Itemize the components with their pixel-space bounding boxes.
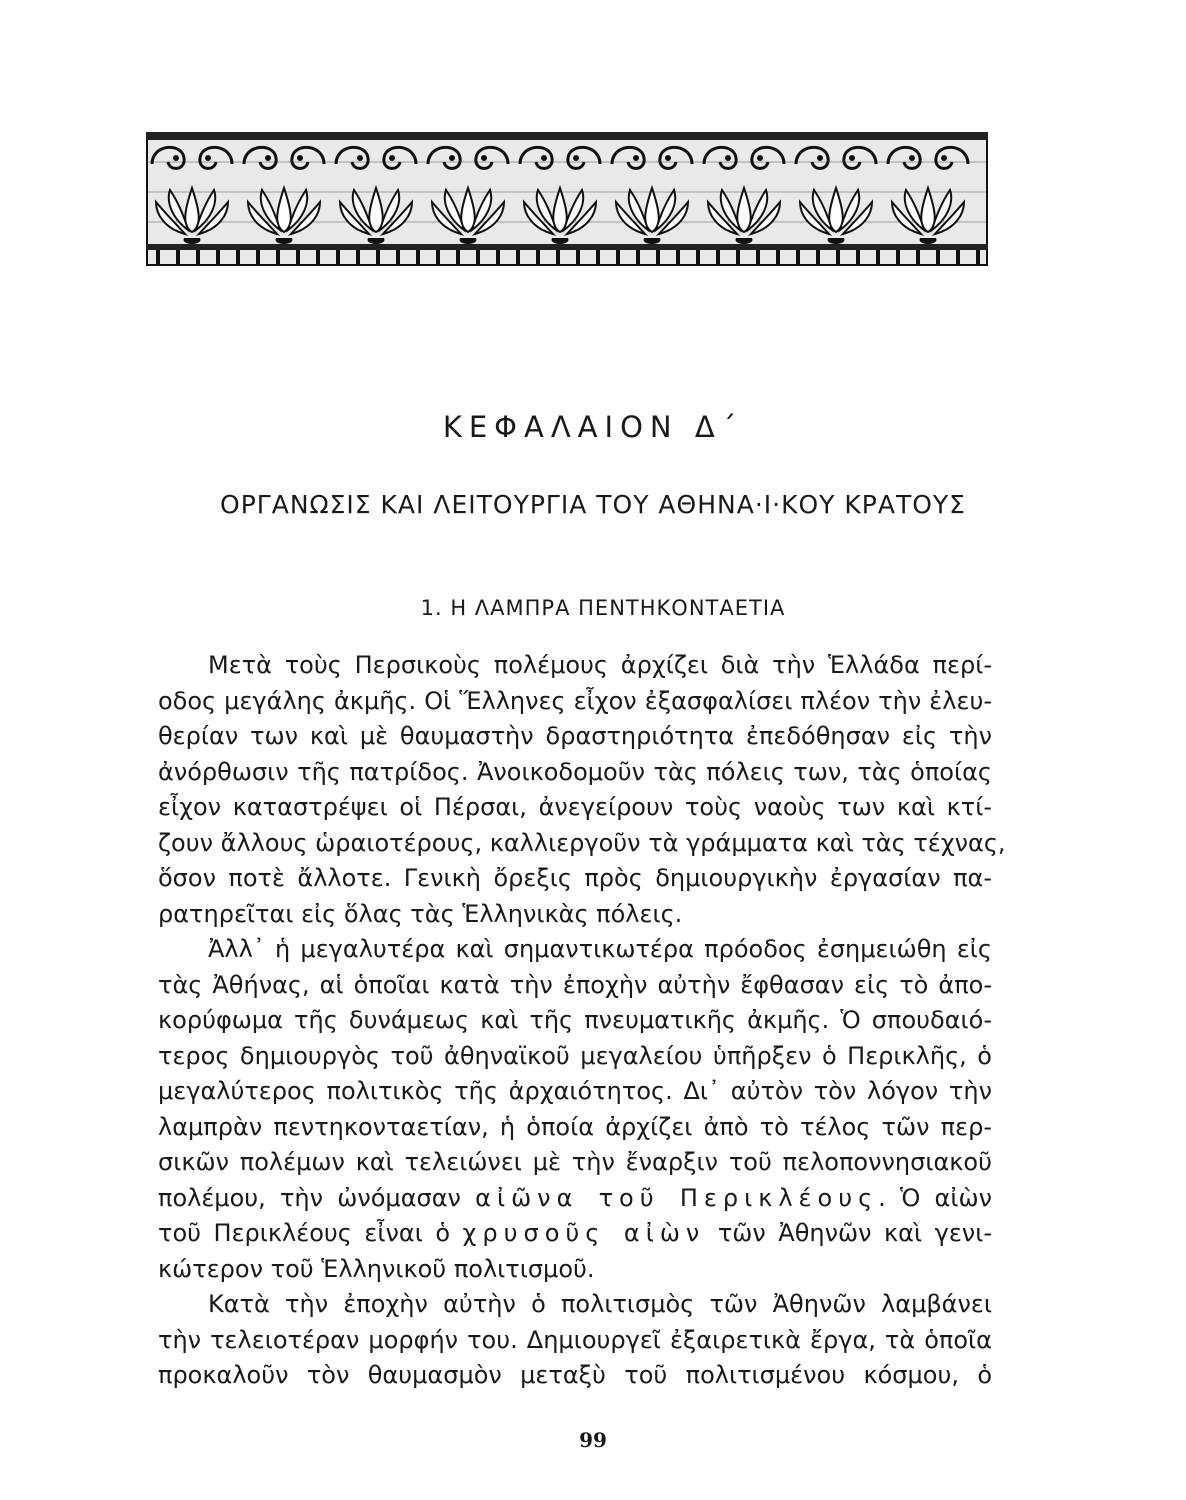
text-line: κορύφωμα τῆς δυνάμεως καὶ τῆς πνευματικῆς ἀκμῆς. Ὁ σπουδαιό- (158, 1006, 992, 1034)
text-run: τοῦ Περικλέους εἶναι ὁ (158, 1219, 463, 1247)
text-line: θερίαν των καὶ μὲ θαυμαστὴν δραστηριότητα ἐπεδόθησαν εἰς τὴν (158, 722, 992, 750)
ornamental-frieze (146, 132, 988, 266)
paragraph-1 (158, 648, 1006, 932)
text-line: κώτερον τοῦ Ἑλληνικοῦ πολιτισμοῦ. (158, 1254, 595, 1283)
text-line: ὅσον ποτὲ ἄλλοτε. Γενικὴ ὄρεξις πρὸς δημιουργικὴν ἐργασίαν πα- (158, 864, 992, 892)
text-line: Ἀλλ᾽ ἡ μεγαλυτέρα καὶ σημαντικωτέρα πρόοδος ἐσημειώθη εἰς (208, 935, 992, 963)
paragraph-3 (158, 1287, 992, 1394)
text-line: τὴν τελειοτέραν μορφήν του. Δημιουργεῖ ἐξαιρετικὰ ἔργα, τὰ ὁποῖα (158, 1325, 992, 1354)
spaced-emphasis: αἰῶνα τοῦ Περικλέους (475, 1183, 879, 1212)
text-line: λαμπρὰν πεντηκονταετίαν, ἡ ὁποία ἀρχίζει ἀπὸ τὸ τέλος τῶν περ- (158, 1112, 992, 1141)
text-line: τὰς Ἀθήνας, αἱ ὁποῖαι κατὰ τὴν ἐποχὴν αὐτὴν ἔφθασαν εἰς τὸ ἀπο- (158, 970, 992, 999)
section-heading: 1. Η ΛΑΜΠΡΑ ΠΕΝΤΗΚΟΝΤΑΕΤΙΑ (420, 596, 786, 620)
text-line: εἶχον καταστρέψει οἱ Πέρσαι, ἀνεγείρουν τοὺς ναοὺς των καὶ κτί- (158, 793, 992, 821)
text-line (158, 1181, 992, 1217)
text-line: ρατηρεῖται εἰς ὅλας τὰς Ἑλληνικὰς πόλεις. (158, 899, 683, 928)
text-run: . Ὁ αἰὼν (878, 1183, 992, 1212)
chapter-heading: ΚΕΦΑΛΑΙΟΝ Δ΄ (442, 410, 744, 444)
body-text (158, 648, 1006, 1394)
text-line: μεγαλύτερος πολιτικὸς τῆς ἀρχαιότητος. Δι᾽ αὐτὸν τὸν λόγον τὴν (158, 1077, 992, 1105)
page-number: 99 (579, 1428, 607, 1452)
paragraph-2 (158, 932, 992, 1287)
text-line (158, 1216, 992, 1252)
spaced-emphasis: χρυσοῦς αἰὼν (462, 1219, 706, 1247)
text-line: Μετὰ τοὺς Περσικοὺς πολέμους ἀρχίζει διὰ τὴν Ἑλλάδα περί- (208, 651, 992, 679)
text-line: τερος δημιουργὸς τοῦ ἀθηναϊκοῦ μεγαλείου ὑπῆρξεν ὁ Περικλῆς, ὁ (158, 1041, 992, 1070)
text-line: προκαλοῦν τὸν θαυμασμὸν μεταξὺ τοῦ πολιτισμένου κόσμου, ὁ (158, 1361, 992, 1389)
text-run: πολέμου, τὴν ὠνόμασαν (158, 1183, 476, 1212)
text-line: ἀνόρθωσιν τῆς πατρίδος. Ἀνοικοδομοῦν τὰς πόλεις των, τὰς ὁποίας (158, 757, 992, 786)
palmette-frieze-image (146, 132, 988, 266)
chapter-title: ΟΡΓΑΝΩΣΙΣ ΚΑΙ ΛΕΙΤΟΥΡΓΙΑ ΤΟΥ ΑΘΗΝΑ·Ι·ΚΟΥ ΚΡΑΤΟΥΣ (220, 490, 966, 519)
text-line: ζουν ἄλλους ὡραιοτέρους, καλλιεργοῦν τὰ γράμματα καὶ τὰς τέχνας, (158, 828, 1006, 857)
text-line: Κατὰ τὴν ἐποχὴν αὐτὴν ὁ πολιτισμὸς τῶν Ἀθηνῶν λαμβάνει (208, 1290, 992, 1318)
text-line: σικῶν πολέμων καὶ τελειώνει μὲ τὴν ἔναρξιν τοῦ πελοποννησιακοῦ (158, 1148, 992, 1176)
text-run: τῶν Ἀθηνῶν καὶ γενι- (705, 1219, 992, 1247)
text-line: οδος μεγάλης ἀκμῆς. Οἱ Ἕλληνες εἶχον ἐξασφαλίσει πλέον τὴν ἐλευ- (158, 686, 992, 715)
